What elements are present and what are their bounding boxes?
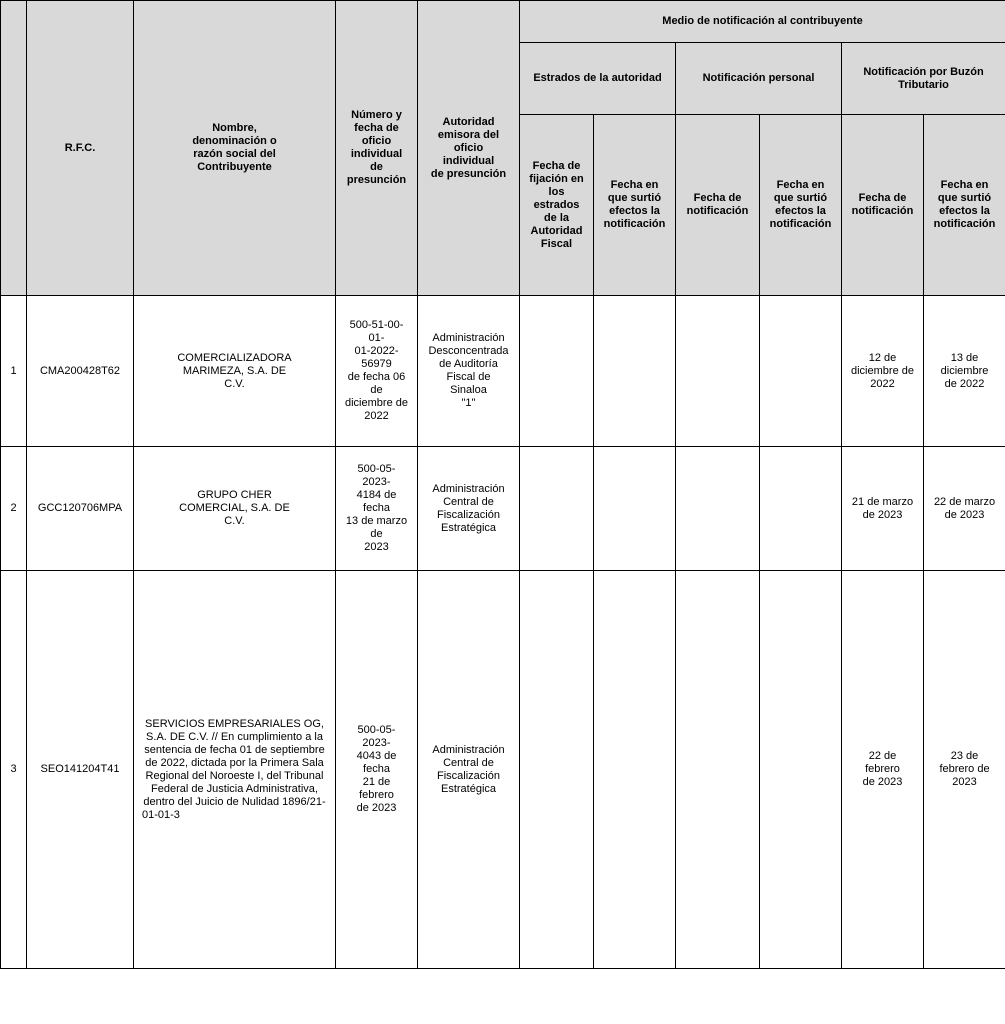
header-fecha-notificacion-personal: Fecha de notificación [676, 115, 760, 296]
row-number: 2 [1, 447, 27, 571]
notificacion-buzon-cell: 12 de diciembre de 2022 [842, 296, 924, 447]
header-estrados: Estrados de la autoridad [520, 43, 676, 115]
autoridad-cell: Administración Central de Fiscalización Estratégica [418, 447, 520, 571]
fijacion-cell [520, 296, 594, 447]
surtio-personal-cell [760, 447, 842, 571]
nombre-cell: SERVICIOS EMPRESARIALES OG, S.A. DE C.V. // En cumplimiento a la sentencia de fecha 01 de septiembre de 2022, dictada por la Primera Sala Regional del Noroeste I, del Tribunal Federal de Justicia Administrativa, dentro del Juicio de Nulidad 1896/21-01-01-3 [134, 571, 336, 969]
oficio-cell: 500-51-00- 01- 01-2022- 56979 de fecha 06 de diciembre de 2022 [336, 296, 418, 447]
header-medio-notificacion: Medio de notificación al contribuyente [520, 1, 1005, 43]
surtio-estrados-cell [594, 447, 676, 571]
notificacion-buzon-cell: 22 de febrero de 2023 [842, 571, 924, 969]
header-fecha-surtio-buzon: Fecha en que surtió efectos la notificación [924, 115, 1005, 296]
notificacion-personal-cell [676, 571, 760, 969]
table-row [1, 296, 1005, 447]
rfc-cell: GCC120706MPA [27, 447, 134, 571]
header-index [1, 1, 27, 296]
row-number: 3 [1, 571, 27, 969]
rfc-cell: CMA200428T62 [27, 296, 134, 447]
autoridad-cell: Administración Central de Fiscalización Estratégica [418, 571, 520, 969]
surtio-buzon-cell: 13 de diciembre de 2022 [924, 296, 1005, 447]
fijacion-cell [520, 447, 594, 571]
surtio-personal-cell [760, 571, 842, 969]
header-rfc: R.F.C. [27, 1, 134, 296]
surtio-buzon-cell: 23 de febrero de 2023 [924, 571, 1005, 969]
oficio-cell: 500-05- 2023- 4184 de fecha 13 de marzo de 2023 [336, 447, 418, 571]
table-row [1, 571, 1005, 969]
header-fecha-fijacion: Fecha de fijación en los estrados de la Autoridad Fiscal [520, 115, 594, 296]
fijacion-cell [520, 571, 594, 969]
notificacion-personal-cell [676, 447, 760, 571]
nombre-cell: COMERCIALIZADORA MARIMEZA, S.A. DE C.V. [134, 296, 336, 447]
nombre-cell: GRUPO CHER COMERCIAL, S.A. DE C.V. [134, 447, 336, 571]
surtio-estrados-cell [594, 296, 676, 447]
row-number: 1 [1, 296, 27, 447]
header-fecha-surtio-personal: Fecha en que surtió efectos la notificación [760, 115, 842, 296]
surtio-buzon-cell: 22 de marzo de 2023 [924, 447, 1005, 571]
header-fecha-notificacion-buzon: Fecha de notificación [842, 115, 924, 296]
header-numero-fecha-oficio: Número y fecha de oficio individual de presunción [336, 1, 418, 296]
notificacion-buzon-cell: 21 de marzo de 2023 [842, 447, 924, 571]
header-fecha-surtio-estrados: Fecha en que surtió efectos la notificación [594, 115, 676, 296]
oficio-cell: 500-05- 2023- 4043 de fecha 21 de febrero de 2023 [336, 571, 418, 969]
notificacion-personal-cell [676, 296, 760, 447]
surtio-estrados-cell [594, 571, 676, 969]
table-row [1, 447, 1005, 571]
surtio-personal-cell [760, 296, 842, 447]
autoridad-cell: Administración Desconcentrada de Auditoría Fiscal de Sinaloa "1" [418, 296, 520, 447]
header-nombre: Nombre, denominación o razón social del Contribuyente [134, 1, 336, 296]
header-buzon-tributario: Notificación por Buzón Tributario [842, 43, 1005, 115]
header-autoridad-emisora: Autoridad emisora del oficio individual de presunción [418, 1, 520, 296]
rfc-cell: SEO141204T41 [27, 571, 134, 969]
header-notificacion-personal: Notificación personal [676, 43, 842, 115]
